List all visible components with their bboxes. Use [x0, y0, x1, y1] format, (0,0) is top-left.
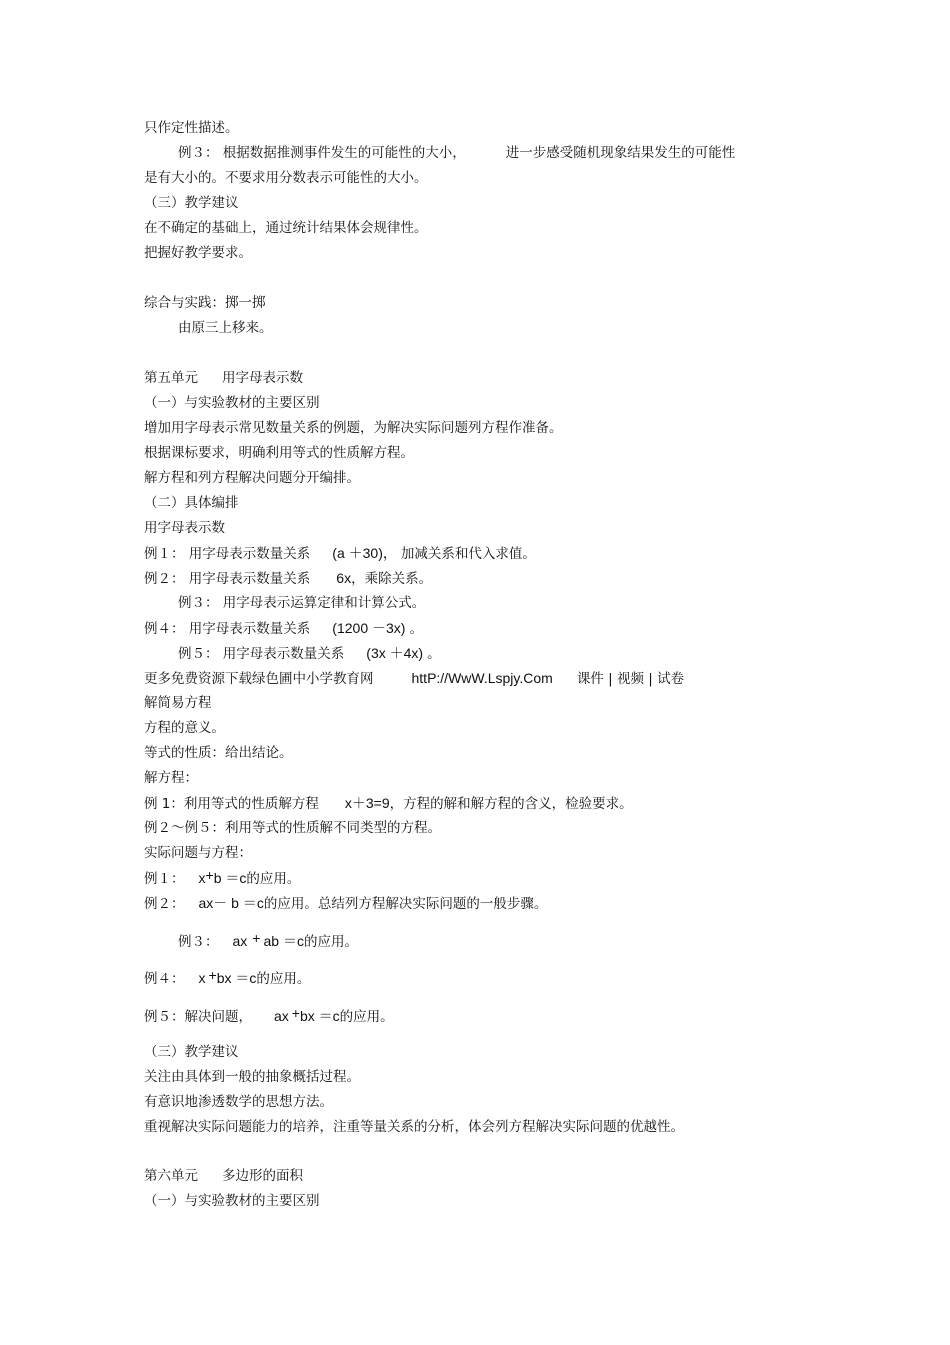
- text-line: 把握好教学要求。: [144, 245, 252, 261]
- unit-heading: 第六单元 多边形的面积: [144, 1168, 303, 1184]
- example-line: 例５：解决问题， ax +bx ＝c的应用。: [144, 1005, 394, 1025]
- section-heading: （三）教学建议: [144, 1044, 239, 1060]
- text-line: 增加用字母表示常见数量关系的例题，为解决实际问题列方程作准备。: [144, 420, 563, 436]
- text-line: 有意识地渗透数学的思想方法。: [144, 1094, 333, 1110]
- plus-sign: +: [291, 1005, 300, 1021]
- example-line: 例４： x +bx ＝c的应用。: [144, 967, 311, 987]
- text-line: 解简易方程: [144, 695, 212, 711]
- text-line: 重视解决实际问题能力的培养，注重等量关系的分析，体会列方程解决实际问题的优越性。: [144, 1119, 684, 1135]
- unit-heading: 第五单元 用字母表示数: [144, 370, 303, 386]
- text-line: 实际问题与方程：: [144, 845, 252, 861]
- plus-sign: +: [252, 930, 261, 946]
- example-line: 例２： 用字母表示数量关系 6x，乘除关系。: [144, 570, 433, 587]
- text-line: 解方程和列方程解决问题分开编排。: [144, 470, 360, 486]
- text-line: 方程的意义。: [144, 720, 225, 736]
- text-line: 只作定性描述。: [144, 120, 239, 136]
- section-heading: （二）具体编排: [144, 495, 239, 511]
- example-line: 例２： ax－ b ＝c的应用。总结列方程解决实际问题的一般步骤。: [144, 895, 548, 912]
- plus-sign: +: [205, 867, 214, 883]
- example-line: 例１： x+b ＝c的应用。: [144, 867, 301, 887]
- example-line: 例５： 用字母表示数量关系 (3x ＋4x) 。: [178, 645, 441, 662]
- example-line: 例３： ax + ab ＝c的应用。: [178, 930, 358, 950]
- example-line: 例 1：利用等式的性质解方程 x＋3=9，方程的解和解方程的含义，检验要求。: [144, 795, 633, 812]
- example-line: 例１： 用字母表示数量关系 (a ＋30)， 加减关系和代入求值。: [144, 545, 536, 562]
- plus-sign: +: [208, 967, 217, 983]
- resource-line: 更多免费资源下载绿色圃中小学教育网 httP://WwW.Lspjy.Com 课件 | 视频 | 试卷: [144, 670, 685, 687]
- text-line: 是有大小的。不要求用分数表示可能性的大小。: [144, 170, 428, 186]
- section-heading: （一）与实验教材的主要区别: [144, 1193, 320, 1209]
- example-line: 例２～例５：利用等式的性质解不同类型的方程。: [144, 820, 441, 836]
- text-line: 例３： 根据数据推测事件发生的可能性的大小， 进一步感受随机现象结果发生的可能性: [178, 145, 736, 161]
- website-link[interactable]: httP://WwW.Lspjy.Com: [411, 670, 553, 686]
- section-heading: （一）与实验教材的主要区别: [144, 395, 320, 411]
- section-heading: 综合与实践：掷一掷: [144, 295, 266, 311]
- text-line: 在不确定的基础上，通过统计结果体会规律性。: [144, 220, 428, 236]
- example-line: 例３： 用字母表示运算定律和计算公式。: [178, 595, 426, 611]
- text-line: 根据课标要求，明确利用等式的性质解方程。: [144, 445, 414, 461]
- text-line: 关注由具体到一般的抽象概括过程。: [144, 1069, 360, 1085]
- text-line: 用字母表示数: [144, 520, 225, 536]
- text-line: 由原三上移来。: [178, 320, 273, 336]
- text-line: 等式的性质：给出结论。: [144, 745, 293, 761]
- section-heading: （三）教学建议: [144, 195, 239, 211]
- text-line: 解方程：: [144, 770, 198, 786]
- example-line: 例４： 用字母表示数量关系 (1200 －3x) 。: [144, 620, 423, 637]
